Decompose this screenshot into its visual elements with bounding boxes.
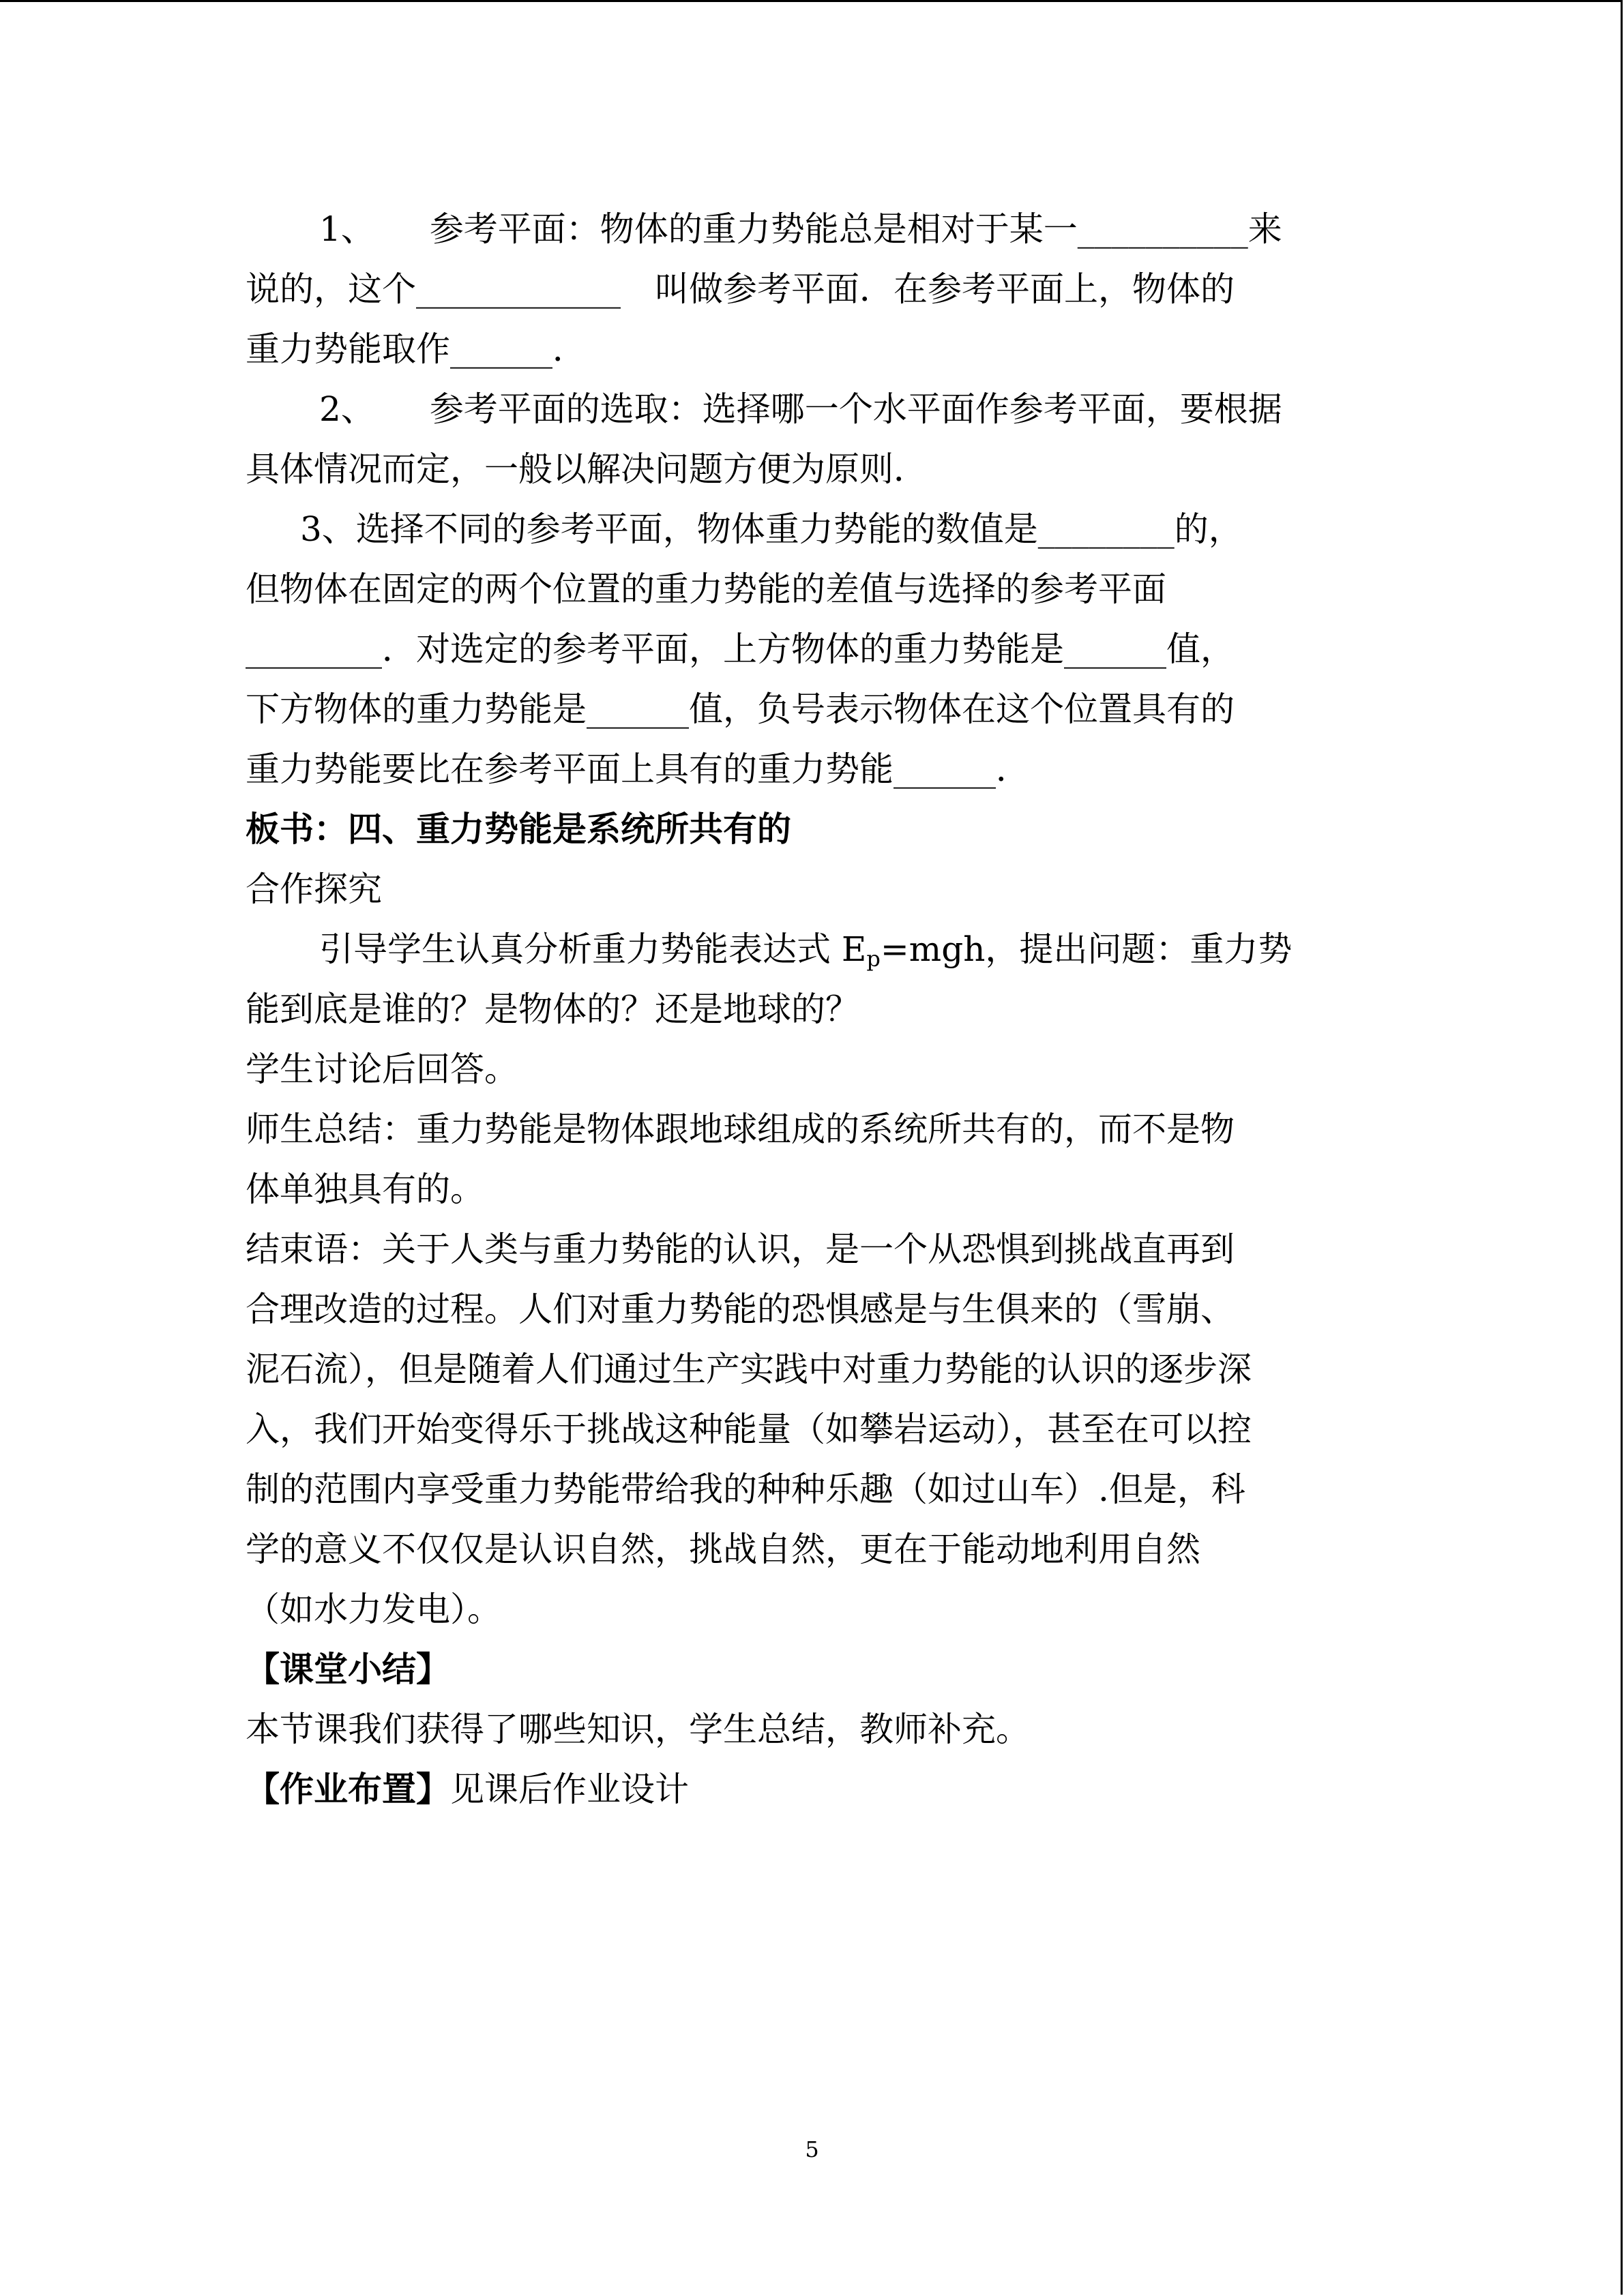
subscript-p: p: [866, 946, 881, 972]
item-3-line-4: 下方物体的重力势能是______值，负号表示物体在这个位置具有的: [246, 689, 1235, 729]
closing-line-4: 入，我们开始变得乐于挑战这种能量（如攀岩运动），甚至在可以控: [246, 1410, 1252, 1449]
item-3-line-2: 但物体在固定的两个位置的重力势能的差值与选择的参考平面: [246, 569, 1166, 609]
item-2-line-1: [246, 379, 1385, 439]
class-summary-heading: 【课堂小结】: [246, 1649, 450, 1689]
closing-line-7: （如水力发电）。: [246, 1590, 501, 1629]
item-number-1: 1、: [319, 209, 375, 249]
item-3-line-3: ________．对选定的参考平面，上方物体的重力势能是______值，: [246, 629, 1235, 669]
student-discussion: 学生讨论后回答。: [246, 1049, 518, 1089]
item-1-text: 参考平面：物体的重力势能总是相对于某一__________来: [429, 209, 1282, 249]
cooperative-inquiry-heading: 合作探究: [246, 869, 382, 909]
closing-line-3: 泥石流），但是随着人们通过生产实践中对重力势能的认识的逐步深: [246, 1350, 1252, 1389]
item-2-text: 参考平面的选取：选择哪一个水平面作参考平面，要根据: [429, 389, 1282, 429]
inquiry-text-a: 引导学生认真分析重力势能表达式 E: [319, 929, 867, 969]
homework-heading: 【作业布置】: [246, 1769, 450, 1809]
homework-line: [246, 1759, 1385, 1819]
item-1-line-2: 说的，这个____________ 叫做参考平面．在参考平面上，物体的: [246, 269, 1235, 309]
item-3-line-1: 3、选择不同的参考平面，物体重力势能的数值是________的，: [300, 509, 1243, 549]
homework-text: 见课后作业设计: [450, 1770, 689, 1809]
closing-line-2: 合理改造的过程。人们对重力势能的恐惧感是与生俱来的（雪崩、: [246, 1289, 1235, 1329]
blackboard-heading: 板书：四、重力势能是系统所共有的: [246, 809, 791, 849]
inquiry-line-2: 能到底是谁的？是物体的？还是地球的？: [246, 989, 859, 1029]
item-1-line-3: 重力势能取作______．: [246, 329, 587, 369]
item-number-2: 2、: [319, 389, 375, 429]
document-body: [246, 199, 1385, 1819]
inquiry-line-1: [246, 919, 1385, 979]
inquiry-text-b: =mgh，提出问题：重力势: [880, 929, 1293, 969]
item-3-line-5: 重力势能要比在参考平面上具有的重力势能______．: [246, 749, 1030, 789]
closing-line-6: 学的意义不仅仅是认识自然，挑战自然，更在于能动地利用自然: [246, 1530, 1200, 1569]
item-1-line-1: [246, 199, 1385, 259]
closing-line-5: 制的范围内享受重力势能带给我的种种乐趣（如过山车）.但是，科: [246, 1470, 1245, 1509]
item-2-line-2: 具体情况而定，一般以解决问题方便为原则．: [246, 449, 928, 489]
page-number: 5: [805, 2136, 819, 2162]
summary-line-1: 师生总结：重力势能是物体跟地球组成的系统所共有的，而不是物: [246, 1109, 1235, 1149]
class-summary-text: 本节课我们获得了哪些知识，学生总结，教师补充。: [246, 1710, 1030, 1749]
closing-line-1: 结束语：关于人类与重力势能的认识，是一个从恐惧到挑战直再到: [246, 1229, 1235, 1269]
summary-line-2: 体单独具有的。: [246, 1169, 484, 1209]
